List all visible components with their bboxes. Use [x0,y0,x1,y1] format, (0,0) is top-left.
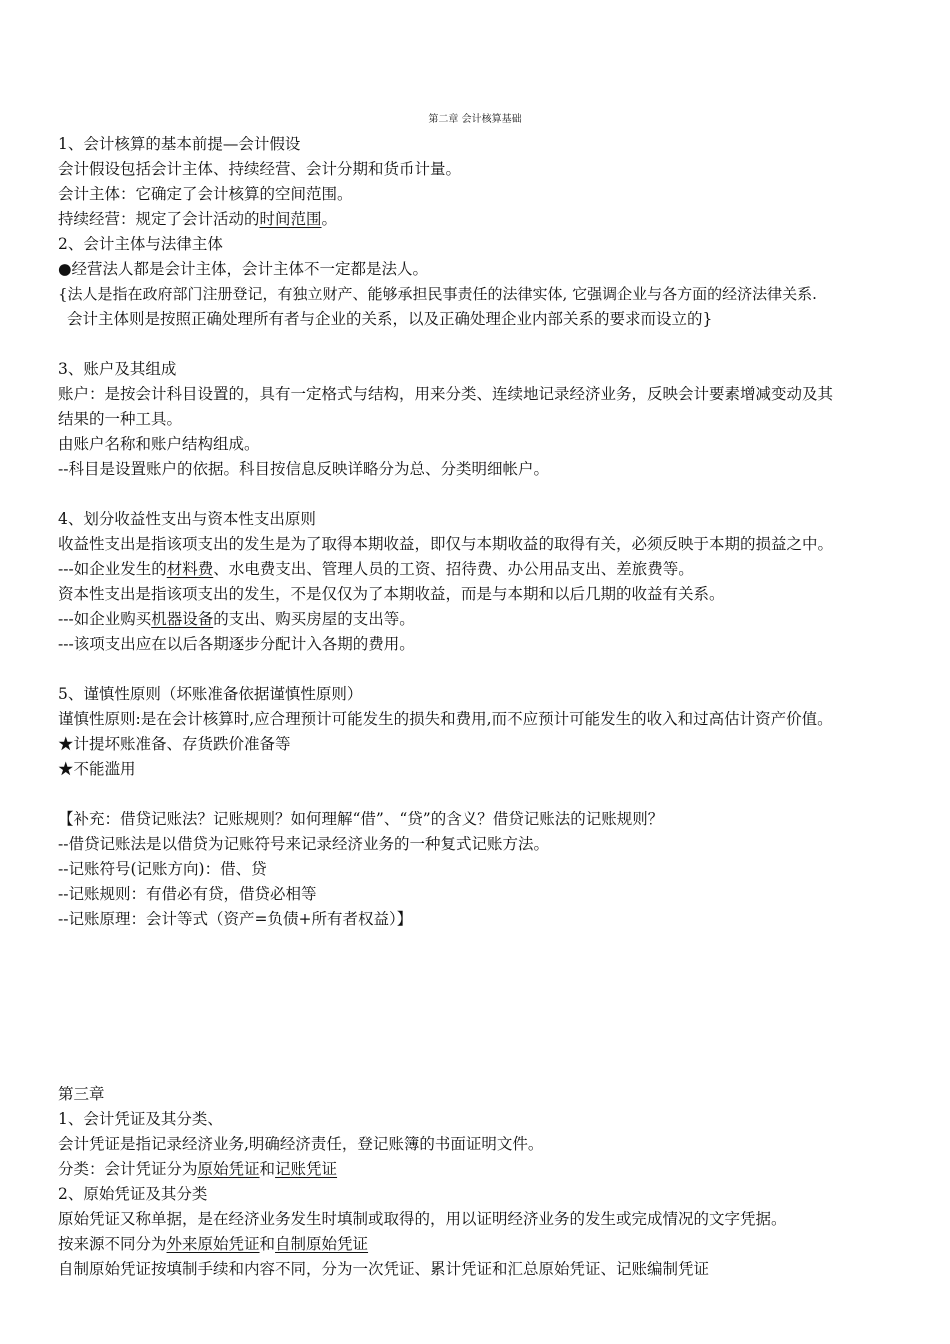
text: 和 [259,1235,276,1253]
section-heading: 1、会计凭证及其分类、 [58,1110,223,1128]
bullet-item: ★计提坏账准备、存货跌价准备等 [58,735,291,753]
section-heading: 4、划分收益性支出与资本性支出原则 [58,510,316,528]
section-heading: 1、会计核算的基本前提—会计假设 [58,135,301,153]
text: 分类：会计凭证分为 [58,1160,198,1178]
paragraph: 会计假设包括会计主体、持续经营、会计分期和货币计量。 [58,160,462,178]
text: 的支出、购买房屋的支出等。 [213,610,415,628]
paragraph: --记账规则：有借必有贷，借贷必相等 [58,885,317,903]
paragraph: --记账符号(记账方向)：借、贷 [58,860,267,878]
text: ---如企业发生的 [58,560,167,578]
paragraph: 资本性支出是指该项支出的发生，不是仅仅为了本期收益，而是与本期和以后几期的收益有关系。 [58,585,725,603]
paragraph: --借贷记账法是以借贷为记账符号来记录经济业务的一种复式记账方法。 [58,835,549,853]
section-heading: 2、会计主体与法律主体 [58,235,223,253]
paragraph [58,609,415,629]
paragraph: 会计主体：它确定了会计核算的空间范围。 [58,185,353,203]
underlined-term: 记账凭证 [275,1160,338,1178]
chapter3-title: 第三章 [58,1085,105,1103]
chapter2-title: 第二章 会计核算基础 [428,114,522,125]
paragraph: 原始凭证又称单据，是在经济业务发生时填制或取得的，用以证明经济业务的发生或完成情况的文字凭据。 [58,1210,787,1228]
paragraph: 收益性支出是指该项支出的发生是为了取得本期收益，即仅与本期收益的取得有关，必须反映于本期的损益之中。 [58,535,834,553]
paragraph: 账户：是按会计科目设置的，具有一定格式与结构，用来分类、连续地记录经济业务，反映会计要素增减变动及其 [58,385,834,403]
paragraph: 会计凭证是指记录经济业务,明确经济责任，登记账簿的书面证明文件。 [58,1135,544,1153]
paragraph: 由账户名称和账户结构组成。 [58,435,260,453]
supplement-heading: 【补充：借贷记账法？记账规则？如何理解“借”、“贷”的含义？借贷记账法的记账规则？ [58,810,664,828]
paragraph [58,1159,337,1179]
underlined-term: 机器设备 [151,610,214,628]
text: 持续经营：规定了会计活动的 [58,210,260,228]
paragraph: 谨慎性原则:是在会计核算时,应合理预计可能发生的损失和费用,而不应预计可能发生的收入和过高估计资产价值。 [58,710,833,728]
paragraph: --科目是设置账户的依据。科目按信息反映详略分为总、分类明细帐户。 [58,460,549,478]
paragraph: 自制原始凭证按填制手续和内容不同，分为一次凭证、累计凭证和汇总原始凭证、记账编制凭证 [58,1260,710,1278]
underlined-term: 外来原始凭证 [166,1235,260,1253]
paragraph: --记账原理：会计等式（资产=负债+所有者权益）】 [58,910,413,928]
text: ---如企业购买 [58,610,152,628]
underlined-term: 材料费 [166,560,214,578]
paragraph [58,559,694,579]
paragraph [58,209,337,229]
paragraph: {法人是指在政府部门注册登记，有独立财产、能够承担民事责任的法律实体, 它强调企业与各方面的经济法律关系. [58,285,817,303]
paragraph: ●经营法人都是会计主体，会计主体不一定都是法人。 [58,260,429,278]
text: 和 [259,1160,276,1178]
text: 。 [321,210,338,228]
section-heading: 3、账户及其组成 [58,360,177,378]
paragraph [58,1234,368,1254]
section-heading: 5、谨慎性原则（坏账准备依据谨慎性原则） [58,685,363,703]
paragraph: 会计主体则是按照正确处理所有者与企业的关系，以及正确处理企业内部关系的要求而设立的} [67,310,713,328]
section-heading: 2、原始凭证及其分类 [58,1185,208,1203]
paragraph: ---该项支出应在以后各期逐步分配计入各期的费用。 [58,635,415,653]
underlined-term: 自制原始凭证 [275,1235,369,1253]
text: 、水电费支出、管理人员的工资、招待费、办公用品支出、差旅费等。 [213,560,694,578]
underlined-term: 原始凭证 [197,1160,260,1178]
paragraph: 结果的一种工具。 [58,410,183,428]
bullet-item: ★不能滥用 [58,760,136,778]
text: 按来源不同分为 [58,1235,167,1253]
underlined-term: 时间范围 [259,210,322,228]
